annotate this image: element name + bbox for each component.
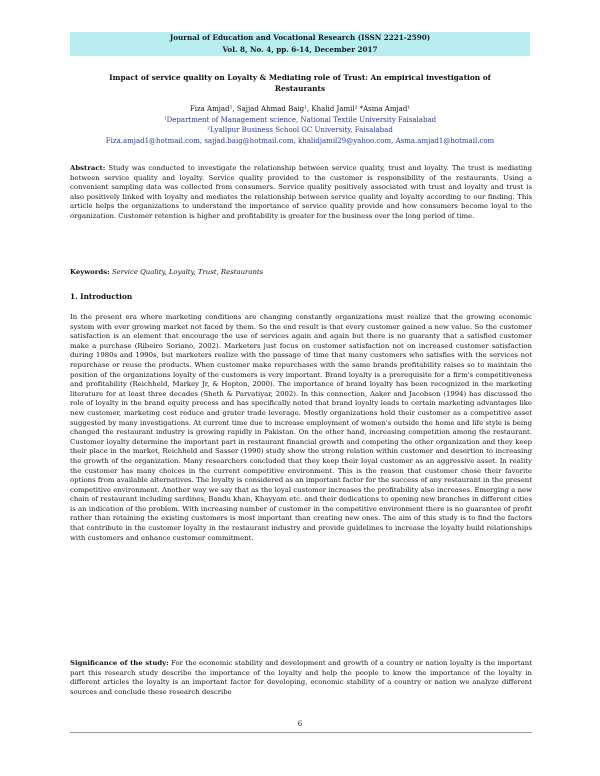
page-number: 6	[297, 720, 303, 728]
author-emails: Fiza.amjad1@hotmail.com, sajjad.baig@hotmail.com, khalidjamil29@yahoo.com, Asma.amjad1@hotmail.com	[105, 136, 495, 145]
significance-label: Significance of the study:	[70, 659, 169, 667]
keywords-label: Keywords:	[70, 268, 110, 276]
significance-text: For the economic stability and development and growth of a country or nation loyalty is the important part this research study describe the importance of the loyalty and help the people to know the importance of the loyalty in different articles the loyalty is an important factor for developing, economic stability of a country or nation we analyze different sources and conclude these research describe	[70, 659, 532, 696]
introduction-body: In the present era where marketing conditions are changing constantly organizations must realize that the growing economic system with ever growing market not faced by them. So the end result is that every customer gained a new value. So the customer satisfaction is an element that encourage the use of services again and again but there is no guaranty that a satisfied customer make a purchase (Ribeiro Soriano, 2002). Marketers just focus on customer satisfaction not on increased customer satisfaction during 1980s and 1990s, but marketers realize with the passage of time that many customers who satisfies with the services not repurchase or reuse the products. When customer make repurchases with the same brands profitability raises so to maintain the position of the organizations loyalty of the customers is very important. Brand loyalty is a prerequisite for a firm's competitiveness and profitability (Reichheld, Markey Jr, & Hopton, 2000). The importance of brand loyalty has been recognized in the marketing literature for at least three decades (Sheth & Parvatiyar, 2002). In this connection, Aaker and Jacobson (1994) has discussed the role of loyalty in the brand equity process and has specifically noted that brand loyalty leads to certain marketing advantages like new customer, marketing cost reduce and grater trade leverage. Mostly organizations hold their customer as a competitive asset suggested by many investigations. At current time due to increase employment of women's outside the home and life style is being changed the restaurant industry is growing rapidly in Pakistan. On the other hand, increasing competition among the restaurant. Customer loyalty determine the important part in restaurant financial growth and competing the other organization and they keep their place in the market, Reichheld and Sasser (1990) study show the strong relation within customer and desertion to increasing the growth of the organization. Many researchers concluded that they keep their loyal customer as an aggressive asset. In reality the customer has many choices in the current competitive environment. This is the reason that customer chose their favorite options from available alternatives. The loyalty is considered as an important factor for the success of any restaurant in the present competitive environment. Another way we say that as the loyal customer increases the profitability also increases. Emerging a new chain of restaurant including sardines, Bandu khan, Khayyam etc. and their dedications to opening new branches in different cities is an indication of the problem. With increasing number of customer in the competitive environment there is no guarantee of profit rather than retaining the existing customers is most important than creating new ones. The aim of this study is to find the factors that contribute in the customer loyalty in the restaurant industry and provide guidelines to increase the loyalty build relationships with customers and enhance customer commitment.	[70, 313, 532, 542]
paper-title: Impact of service quality on Loyalty & Mediating role of Trust: An empirical investigation of Restaurants	[109, 73, 491, 93]
author-names: Fiza Amjad¹, Sajjad Ahmad Baig¹, Khalid Jamil² *Asma Amjad¹	[189, 105, 411, 113]
author-block	[70, 104, 530, 146]
affiliation-2: ²Lyallpur Business School GC University, Faisalabad	[207, 126, 393, 134]
significance-paragraph	[70, 659, 532, 697]
footer-rule	[70, 732, 532, 733]
journal-banner	[70, 32, 530, 56]
affiliation-1: ¹Department of Management science, National Textile University Faisalabad	[163, 115, 437, 124]
journal-issue: Vol. 8, No. 4, pp. 6-14, December 2017	[222, 44, 378, 54]
keywords-text: Service Quality, Loyalty, Trust, Restaurants	[109, 268, 264, 276]
keywords	[70, 268, 532, 278]
abstract	[70, 164, 532, 222]
journal-name: Journal of Education and Vocational Research (ISSN 2221-2590)	[169, 33, 431, 42]
abstract-label: Abstract:	[70, 164, 106, 172]
section-heading-introduction: 1. Introduction	[70, 292, 133, 301]
abstract-text: Study was conducted to investigate the relationship between service quality, trust and loyalty. The trust is mediating between service quality and loyalty. Service quality provided to the customer is responsibility of the restaurants. Using a convenient sampling data was collected from consumers. Service quality positively associated with trust and loyalty and trust is also positively linked with loyalty and mediates the relationship between service quality and loyalty according to our finding. This article helps the organizations to understand the importance of service quality provide and how consumers become loyal to the organization. Customer retention is higher and profitability is greater for the business over the long period of time.	[70, 164, 532, 220]
